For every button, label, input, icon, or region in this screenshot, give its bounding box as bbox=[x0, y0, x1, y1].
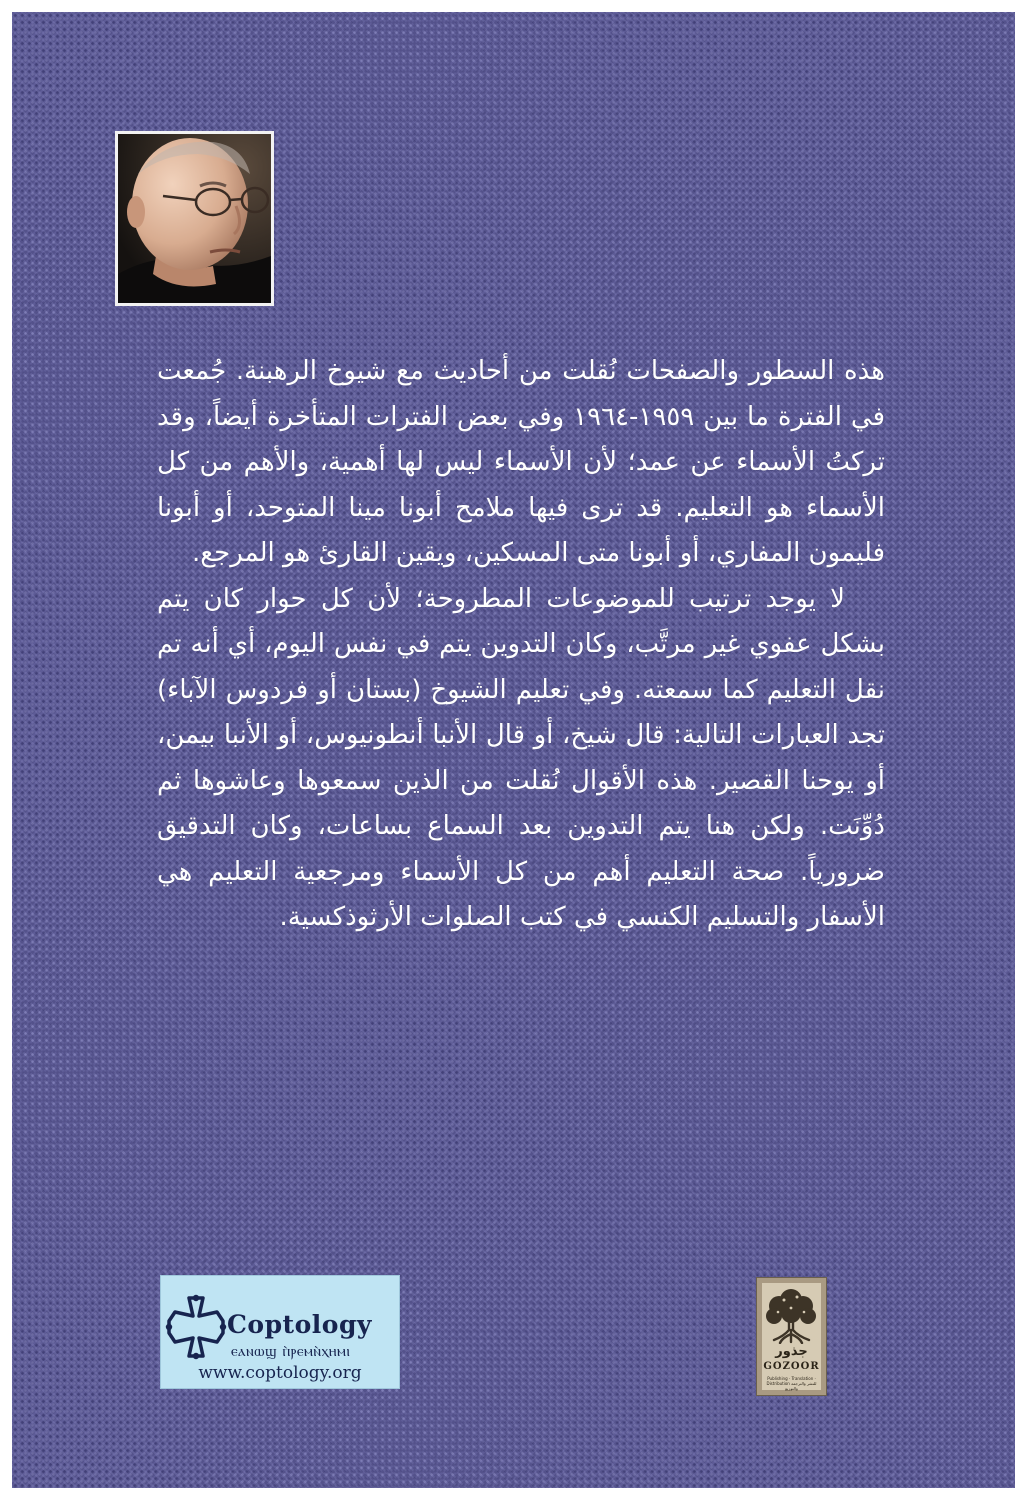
coptology-name: Coptology bbox=[227, 1310, 372, 1339]
gozoor-arabic-name: جذور bbox=[775, 1344, 808, 1359]
coptology-coptic-text: ⲉⲁⲛⲱϣ ⲡ̀ⲣⲉⲙⲛ̀ⲭⲏⲙⲓ bbox=[231, 1342, 351, 1360]
tree-icon bbox=[764, 1286, 819, 1344]
author-portrait-image bbox=[118, 134, 271, 303]
gozoor-name: GOZOOR bbox=[763, 1361, 820, 1372]
author-photo bbox=[115, 131, 274, 306]
gozoor-logo-panel bbox=[762, 1283, 821, 1390]
coptic-cross-icon bbox=[165, 1294, 227, 1360]
gozoor-tagline: Publishing · Translation · Distribution للنشر والترجمة والتوزيع bbox=[766, 1376, 817, 1391]
coptology-url: www.coptology.org bbox=[198, 1363, 362, 1383]
coptology-logo bbox=[160, 1275, 400, 1389]
back-cover-blurb bbox=[157, 349, 885, 941]
blurb-paragraph-2: لا يوجد ترتيب للموضوعات المطروحة؛ لأن كل حوار كان يتم بشكل عفوي غير مرتَّب، وكان التدوين يتم في نفس اليوم، أي أنه تم نقل التعليم كما سمعته. وفي تعليم الشيوخ (بستان أو فردوس الآباء) تجد العبارات التالية: قال شيخ، أو قال الأنبا أنطونيوس، أو الأنبا بيمن، أو يوحنا القصير. هذه الأقوال نُقلت من الذين سمعوها وعاشوها ثم دُوِّنَت. ولكن هنا يتم التدوين بعد السماع بساعات، وكان التدقيق ضرورياً. صحة التعليم أهم من كل الأسماء ومرجعية التعليم هي الأسفار والتسليم الكنسي في كتب الصلوات الأرثوذكسية. bbox=[157, 583, 885, 932]
gozoor-logo bbox=[756, 1277, 827, 1396]
blurb-paragraph-1: هذه السطور والصفحات نُقلت من أحاديث مع شيوخ الرهبنة. جُمعت في الفترة ما بين ١٩٥٩-١٩٦٤ وفي بعض الفترات المتأخرة أيضاً، وقد تركتُ الأسماء عن عمد؛ لأن الأسماء ليس لها أهمية، والأهم من كل الأسماء هو التعليم. قد ترى فيها ملامح أبونا مينا المتوحد، أو أبونا فليمون المفاري، أو أبونا متى المسكين، ويقين القارئ هو المرجع. bbox=[157, 356, 885, 568]
back-cover bbox=[12, 12, 1015, 1488]
